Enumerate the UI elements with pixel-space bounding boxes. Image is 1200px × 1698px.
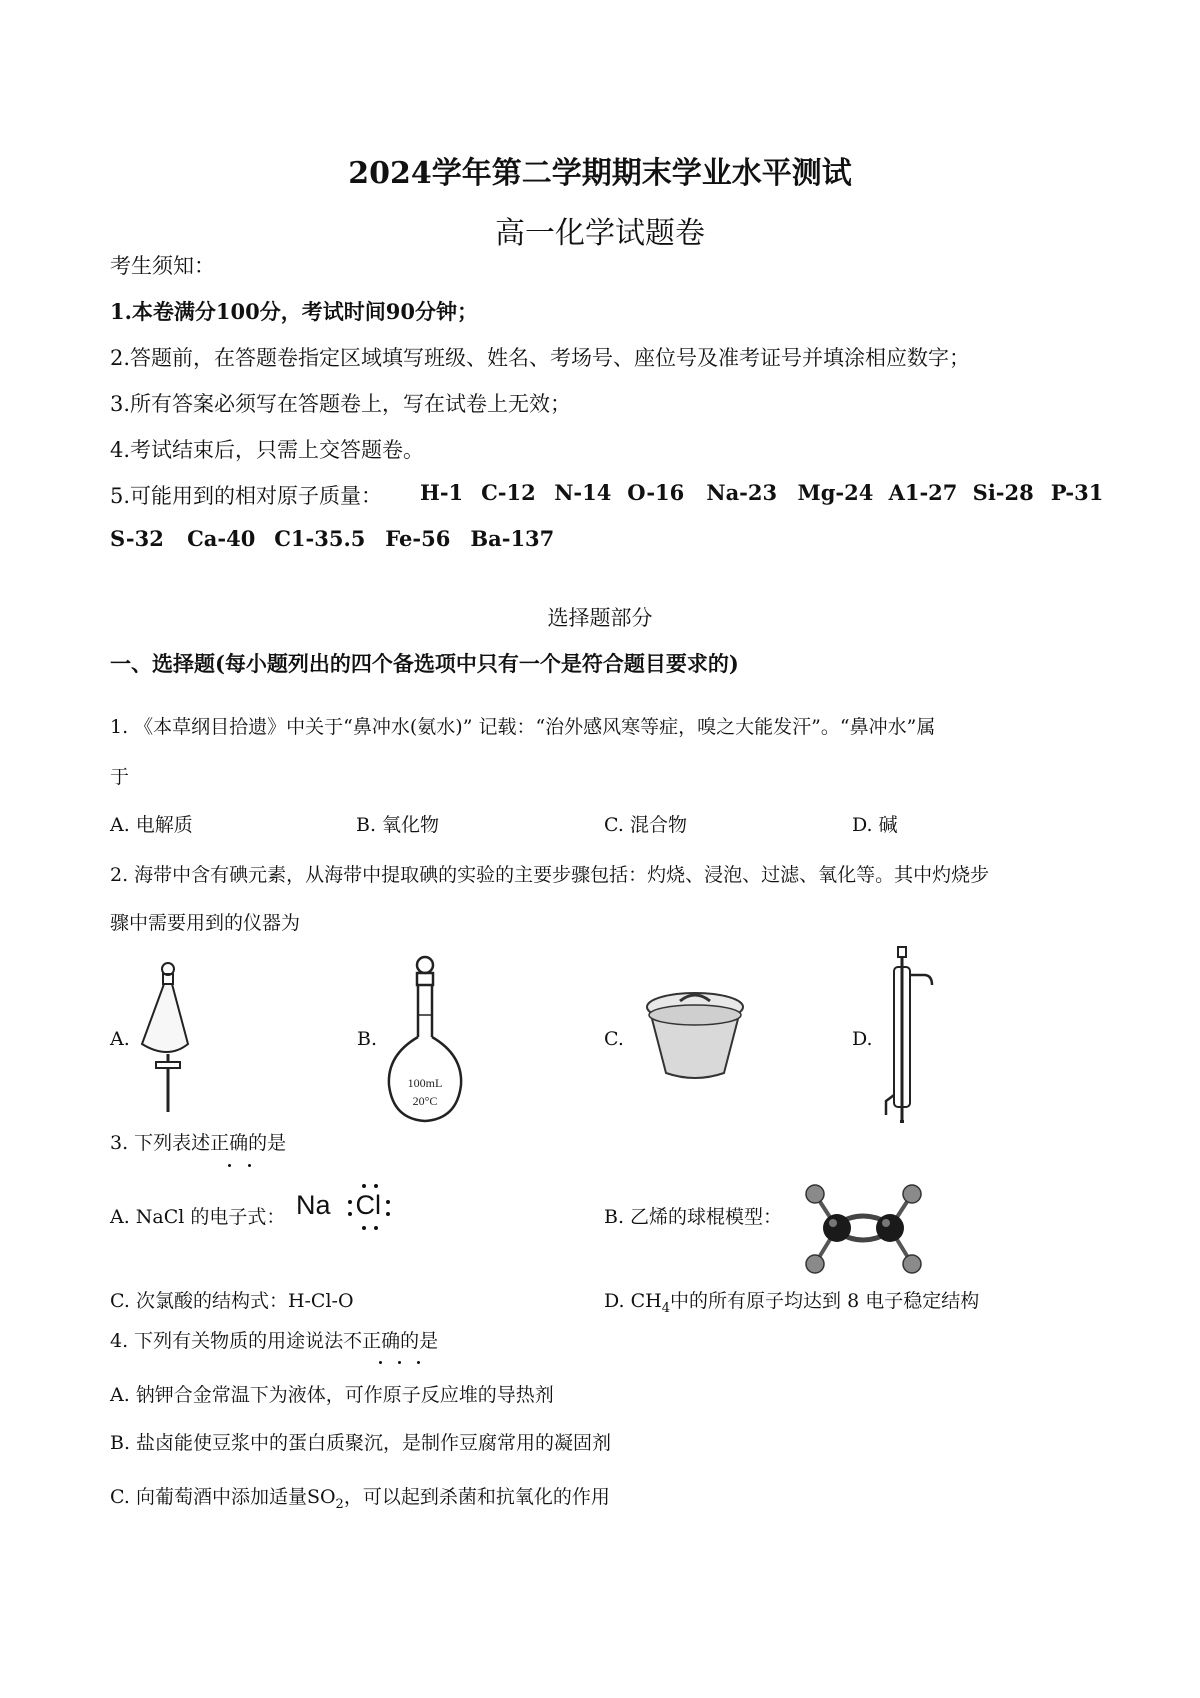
notice-item-5: 5.可能用到的相对原子质量： [110,484,383,508]
emphasis-dot [228,1164,231,1167]
atomic-masses-line1 [420,480,1103,505]
q4-option-c [110,1482,610,1512]
electron-dot [374,1226,378,1230]
mass-cl: C1-35.5 [274,526,366,551]
q2-option-b: B. [357,1028,378,1050]
q4-stem [110,1326,438,1353]
cl-symbol-with-electrons [356,1190,382,1221]
notice-item-2: 2.答题前，在答题卷指定区域填写班级、姓名、考场号、座位号及准考证号并填涂相应数字； [110,346,971,370]
electron-dot [362,1226,366,1230]
q4-option-c-text-end: ，可以起到杀菌和抗氧化的作用 [343,1486,610,1508]
q3-stem-text: 3. 下列表述正确的是 [110,1132,287,1154]
mass-ca: Ca-40 [187,526,256,551]
na-symbol: Na [296,1190,331,1220]
mass-o: O-16 [627,480,685,505]
q2-stem-cont: 骤中需要用到的仪器为 [110,912,301,934]
volumetric-flask-icon [385,955,465,1125]
q4-option-b: B. 盐卤能使豆浆中的蛋白质聚沉，是制作豆腐常用的凝固剂 [110,1432,612,1454]
nacl-electron-formula [296,1190,381,1221]
crucible-icon [640,985,750,1085]
exam-subtitle: 高一化学试题卷 [495,216,705,251]
ch4-formula: D. CH [604,1290,662,1312]
notice-item-3: 3.所有答案必须写在答题卷上，写在试卷上无效； [110,392,572,416]
electron-dot [348,1200,352,1204]
q1-option-a: A. 电解质 [110,814,193,836]
q4-stem-text: 4. 下列有关物质的用途说法不正确的是 [110,1330,439,1352]
electron-dot [386,1212,390,1216]
notice-heading: 考生须知： [110,254,215,278]
section-title: 选择题部分 [547,606,653,630]
emphasis-dot [398,1361,401,1364]
q2-stem: 2. 海带中含有碘元素，从海带中提取碘的实验的主要步骤包括：灼烧、浸泡、过滤、氧化等。其中灼烧步 [110,864,990,886]
ethylene-ball-stick-model-icon [800,1180,940,1280]
emphasis-dot [417,1361,420,1364]
mass-n: N-14 [554,480,612,505]
q2-option-c: C. [604,1028,624,1050]
mass-ba: Ba-137 [470,526,555,551]
q3-option-c: C. 次氯酸的结构式：H-Cl-O [110,1290,354,1312]
q2-option-a: A. [110,1028,130,1050]
mass-c: C-12 [481,480,536,505]
notice-item-4: 4.考试结束后，只需上交答题卷。 [110,438,425,462]
flask-volume-label: 100mL [407,1076,443,1090]
q1-stem-cont: 于 [110,766,130,788]
condenser-icon [880,945,940,1125]
q3-option-d-text: 中的所有原子均达到 8 电子稳定结构 [670,1290,980,1312]
mass-p: P-31 [1050,480,1104,505]
mass-si: Si-28 [972,480,1034,505]
mass-mg: Mg-24 [797,480,874,505]
electron-dot [386,1200,390,1204]
q1-option-c: C. 混合物 [604,814,687,836]
q3-option-d [604,1286,979,1316]
emphasis-dot [248,1164,251,1167]
atomic-masses-line2 [110,526,554,551]
q3-option-b: B. 乙烯的球棍模型： [604,1206,783,1228]
exam-title: 2024学年第二学期期末学业水平测试 [348,156,852,191]
q1-option-b: B. 氧化物 [356,814,440,836]
electron-dot [374,1184,378,1188]
q1-option-d: D. 碱 [852,814,898,836]
part-title: 一、选择题(每小题列出的四个备选项中只有一个是符合题目要求的) [110,651,739,676]
mass-s: S-32 [110,526,164,551]
q3-option-a: A. NaCl 的电子式： [110,1206,286,1228]
ch4-subscript: 4 [661,1300,671,1316]
cl-symbol: Cl [355,1190,382,1220]
electron-dot [348,1212,352,1216]
flask-temp-label: 20°C [412,1094,438,1108]
so2-subscript: 2 [335,1496,344,1512]
q3-stem [110,1128,286,1155]
notice-item-1: 1.本卷满分100分，考试时间90分钟； [110,299,478,324]
emphasis-dot [379,1361,382,1364]
q1-stem: 1. 《本草纲目拾遗》中关于“鼻冲水(氨水)” 记载：“治外感风寒等症，嗅之大能发汗”。“鼻冲水”属 [110,716,936,738]
mass-fe: Fe-56 [385,526,451,551]
mass-na: Na-23 [706,480,778,505]
separatory-funnel-icon [140,960,190,1120]
electron-dot [362,1184,366,1188]
q2-option-d: D. [852,1028,873,1050]
q4-option-c-text: C. 向葡萄酒中添加适量SO [110,1486,336,1508]
mass-al: A1-27 [888,480,958,505]
q4-option-a: A. 钠钾合金常温下为液体，可作原子反应堆的导热剂 [110,1384,554,1406]
mass-h: H-1 [420,480,464,505]
